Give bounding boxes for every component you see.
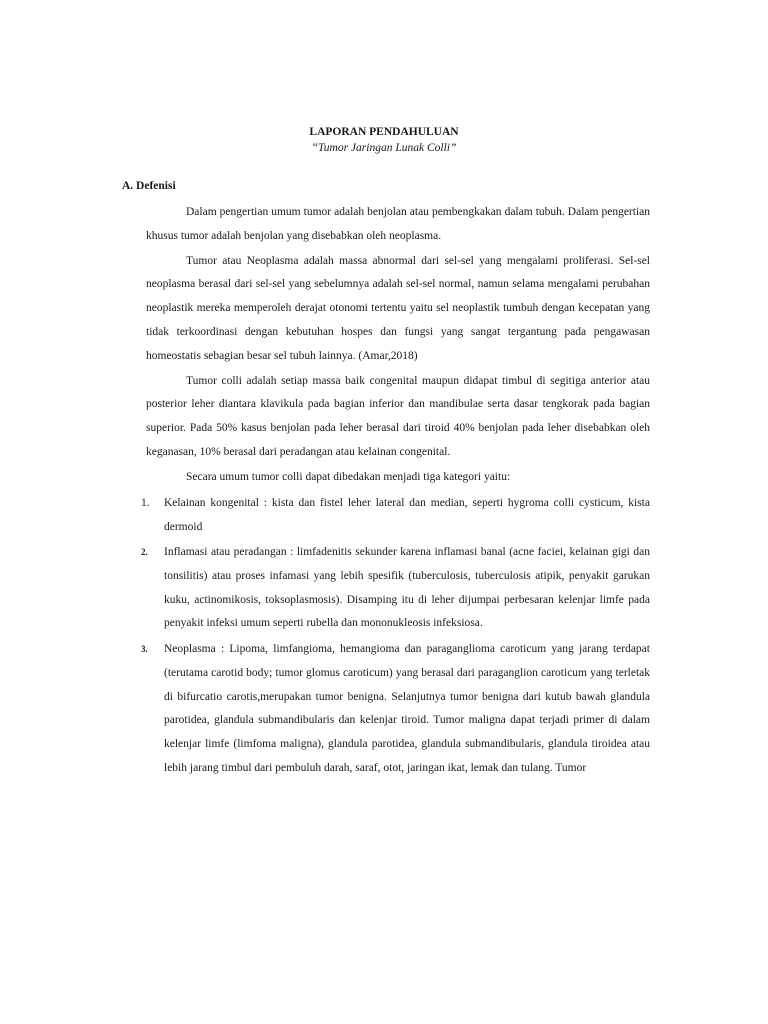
category-list — [122, 492, 650, 540]
category-list — [122, 541, 650, 636]
document-title: LAPORAN PENDAHULUAN — [309, 126, 459, 138]
list-number: 1. — [141, 497, 150, 509]
list-item-text: Neoplasma : Lipoma, limfangioma, hemangioma dan paraganglioma caroticum yang jarang terdapat (terutama carotid body; tumor glomus caroticum) yang berasal dari paraganglion caroticum yang terletak di bifurcatio carotis,merupakan tumor benigna. Selanjutnya tumor benigna dari kutub bawah glandula parotidea, glandula submandibularis dan kelenjar tiroid. Tumor maligna dapat terjadi primer di dalam kelenjar limfe (limfoma maligna), glandula parotidea, glandula submandibularis, glandula tiroidea atau lebih jarang timbul dari pembuluh darah, saraf, otot, jaringan ikat, lemak dan tulang. Tumor — [164, 643, 650, 774]
document-subtitle: “Tumor Jaringan Lunak Colli” — [311, 142, 457, 154]
list-item — [122, 541, 650, 636]
list-item-text: Kelainan kongenital : kista dan fistel leher lateral dan median, seperti hygroma colli cysticum, kista dermoid — [164, 497, 650, 533]
list-item — [122, 492, 650, 540]
paragraph: Tumor atau Neoplasma adalah massa abnormal dari sel-sel yang mengalami proliferasi. Sel-sel neoplasma berasal dari sel-sel yang sebelumnya adalah sel-sel normal, namun selama mengalami perubahan neoplastik mereka memperoleh derajat otonomi tertentu yaitu sel neoplastik tumbuh dengan kecepatan yang tidak terkoordinasi dengan kebutuhan hospes dan fungsi yang sangat tergantung pada pengawasan homeostatis sebagian besar sel tubuh lainnya. (Amar,2018) — [146, 254, 650, 362]
list-number: 3. — [141, 644, 148, 654]
paragraph: Tumor colli adalah setiap massa baik congenital maupun didapat timbul di segitiga anterior atau posterior leher diantara klavikula pada bagian inferior dan mandibulae serta dasar tengkorak pada bagian superior. Pada 50% kasus benjolan pada leher berasal dari tiroid 40% benjolan pada leher disebabkan oleh keganasan, 10% berasal dari peradangan atau kelainan congenital. — [146, 374, 650, 458]
paragraph: Secara umum tumor colli dapat dibedakan menjadi tiga kategori yaitu: — [186, 470, 511, 483]
body-text — [146, 201, 650, 490]
category-list — [122, 638, 650, 781]
paragraph: Dalam pengertian umum tumor adalah benjolan atau pembengkakan dalam tubuh. Dalam pengertian khusus tumor adalah benjolan yang disebabkan oleh neoplasma. — [146, 206, 650, 242]
section-heading: A. Defenisi — [122, 180, 176, 192]
list-number: 2. — [141, 547, 148, 557]
list-item-text: Inflamasi atau peradangan : limfadenitis sekunder karena inflamasi banal (acne faciei, kelainan gigi dan tonsilitis) atau proses infamasi yang lebih spesifik (tuberculosis, tuberculosis atipik, penyakit garukan kuku, actinomikosis, toksoplasmosis). Disamping itu di leher dijumpai perbesaran kelenjar limfe pada penyakit infeksi umum seperti rubella dan mononukleosis infeksiosa. — [164, 546, 650, 630]
list-item — [122, 638, 650, 781]
